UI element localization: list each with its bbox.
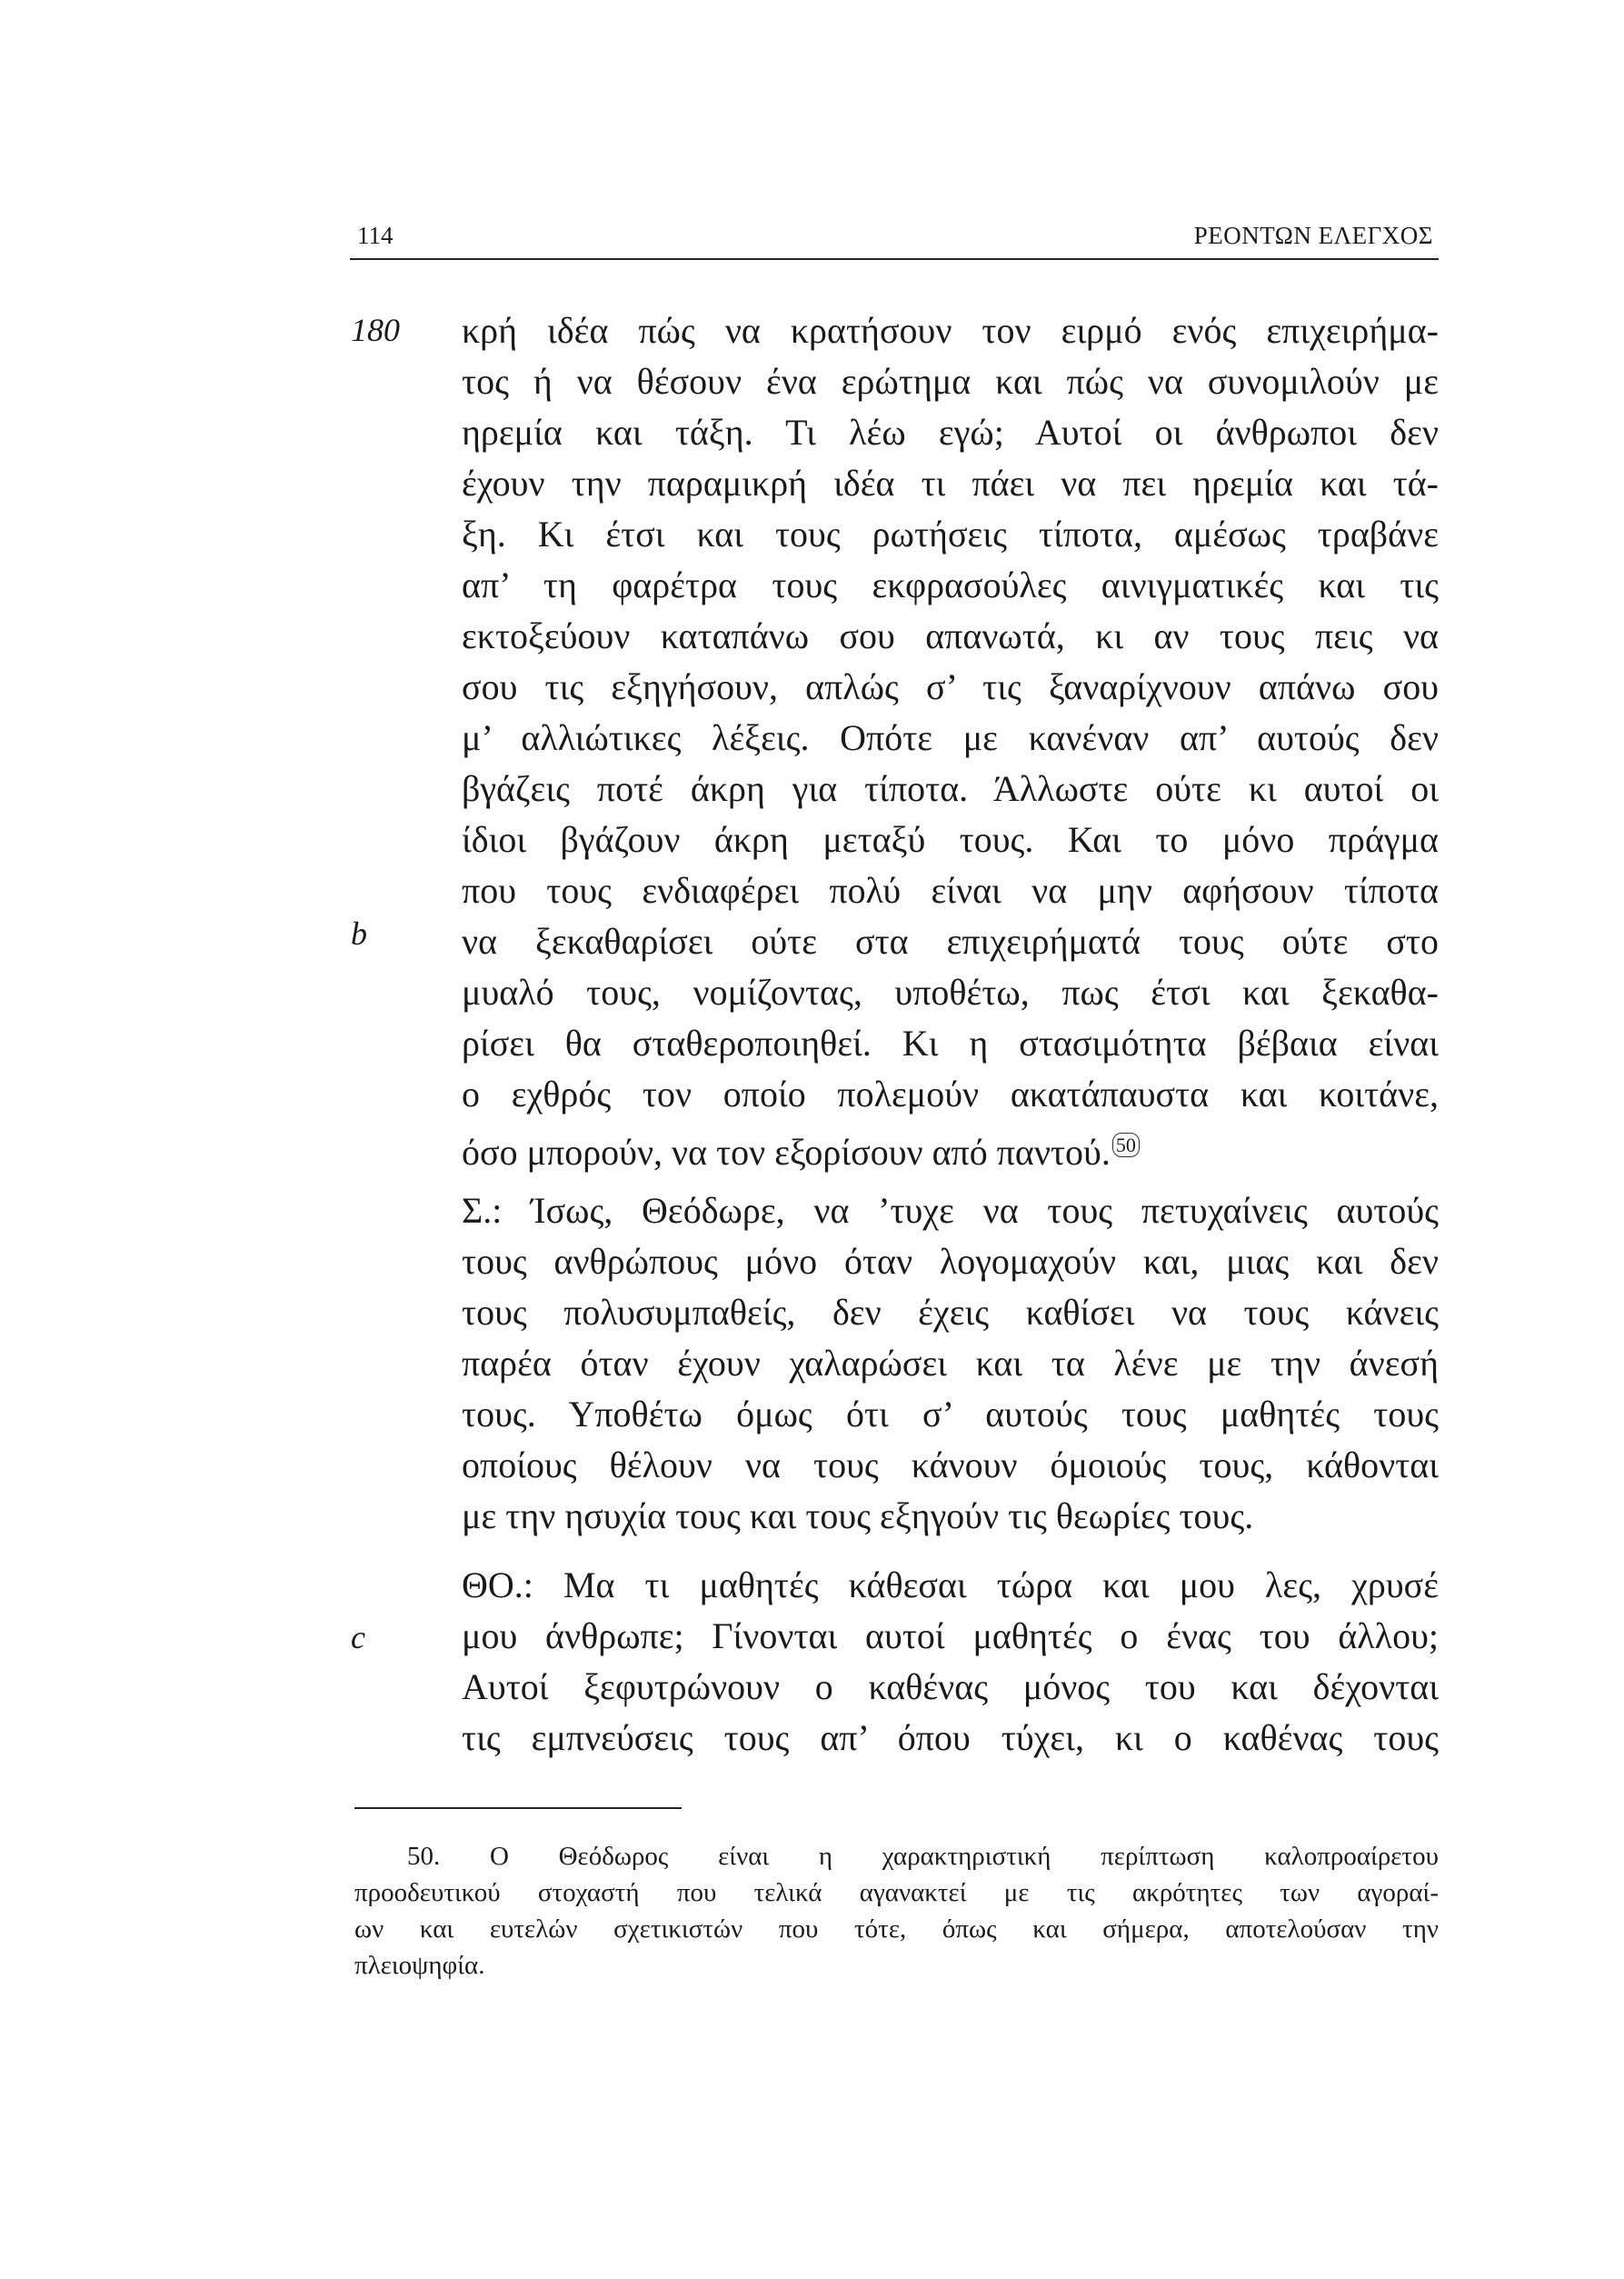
text-line: ΘΟ.: Μα τι μαθητές κάθεσαι τώρα και μου λες, χρυσέ [462, 1564, 1439, 1605]
text-line: ρίσει θα σταθεροποιηθεί. Κι η στασιμότητα βέβαια είναι [462, 1023, 1439, 1064]
page-number: 114 [357, 222, 394, 249]
footnote-divider [354, 1807, 682, 1809]
text-line: κρή ιδέα πώς να κρατήσουν τον ειρμό ενός επιχειρήμα- [462, 310, 1439, 351]
running-header [350, 216, 1439, 260]
text-line: εκτοξεύουν καταπάνω σου απανωτά, κι αν τους πεις να [462, 615, 1439, 656]
text-line: ξη. Κι έτσι και τους ρωτήσεις τίποτα, αμέσως τραβάνε [462, 514, 1439, 555]
text-line: να ξεκαθαρίσει ούτε στα επιχειρήματά τους ούτε στο [462, 921, 1439, 962]
text-line: Σ.: Ίσως, Θεόδωρε, να ’τυχε να τους πετυχαίνεις αυτούς [462, 1190, 1439, 1231]
footnote-ref-marker[interactable]: 50 [1112, 1133, 1140, 1157]
text-line: μ’ αλλιώτικες λέξεις. Οπότε με κανέναν απ’ αυτούς δεν [462, 717, 1439, 758]
text-line: σου τις εξηγήσουν, απλώς σ’ τις ξαναρίχνουν απάνω σου [462, 666, 1439, 707]
footnote-line: 50. Ο Θεόδωρος είναι η χαρακτηριστική περίπτωση καλοπροαίρετου [407, 1842, 1439, 1871]
text-line: οποίους θέλουν να τους κάνουν όμοιούς τους, κάθονται [462, 1444, 1439, 1485]
text-line: τους ανθρώπους μόνο όταν λογομαχούν και, μιας και δεν [462, 1241, 1439, 1282]
text-line: Αυτοί ξεφυτρώνουν ο καθένας μόνος του και δέχονται [462, 1666, 1439, 1707]
text-line: τους. Υποθέτω όμως ότι σ’ αυτούς τους μαθητές τους [462, 1394, 1439, 1434]
text-line: τους πολυσυμπαθείς, δεν έχεις καθίσει να τους κάνεις [462, 1292, 1439, 1333]
margin-ref-b: b [351, 915, 367, 952]
text-line: ηρεμία και τάξη. Τι λέω εγώ; Αυτοί οι άνθρωποι δεν [462, 412, 1439, 453]
running-title: ΡΕΟΝΤΩΝ ΕΛΕΓΧΟΣ [1193, 222, 1433, 249]
text-line: βγάζεις ποτέ άκρη για τίποτα. Άλλωστε ούτε κι αυτοί οι [462, 768, 1439, 809]
text-line: με την ησυχία τους και τους εξηγούν τις θεωρίες τους. [462, 1495, 1254, 1536]
text-line: ο εχθρός τον οποίο πολεμούν ακατάπαυστα και κοιτάνε, [462, 1074, 1439, 1115]
footnote-line: ων και ευτελών σχετικιστών που τότε, όπως και σήμερα, αποτελούσαν την [354, 1914, 1439, 1944]
text-line: τις εμπνεύσεις τους απ’ όπου τύχει, κι ο καθένας τους [462, 1717, 1439, 1758]
text-line: που τους ενδιαφέρει πολύ είναι να μην αφήσουν τίποτα [462, 870, 1439, 911]
text-line: παρέα όταν έχουν χαλαρώσει και τα λένε με την άνεσή [462, 1343, 1439, 1384]
footnote-line: πλειοψηφία. [354, 1951, 485, 1980]
footnote-line: προοδευτικού στοχαστή που τελικά αγανακτεί με τις ακρότητες των αγοραί- [354, 1878, 1439, 1907]
text-line: μου άνθρωπε; Γίνονται αυτοί μαθητές ο ένας του άλλου; [462, 1615, 1439, 1656]
text-line: έχουν την παραμικρή ιδέα τι πάει να πει ηρεμία και τά- [462, 463, 1439, 504]
text-line-content: όσο μπορούν, να τον εξορίσουν από παντού. [462, 1132, 1111, 1173]
text-line: ίδιοι βγάζουν άκρη μεταξύ τους. Και το μόνο πράγμα [462, 819, 1439, 860]
margin-ref-c: c [351, 1619, 365, 1655]
text-line: μυαλό τους, νομίζοντας, υποθέτω, πως έτσι και ξεκαθα- [462, 972, 1439, 1013]
margin-ref-180: 180 [351, 312, 400, 348]
text-line: απ’ τη φαρέτρα τους εκφρασούλες αινιγματικές και τις [462, 565, 1439, 605]
text-line: τος ή να θέσουν ένα ερώτημα και πώς να συνομιλούν με [462, 361, 1439, 402]
text-line-last [462, 1120, 1439, 1171]
